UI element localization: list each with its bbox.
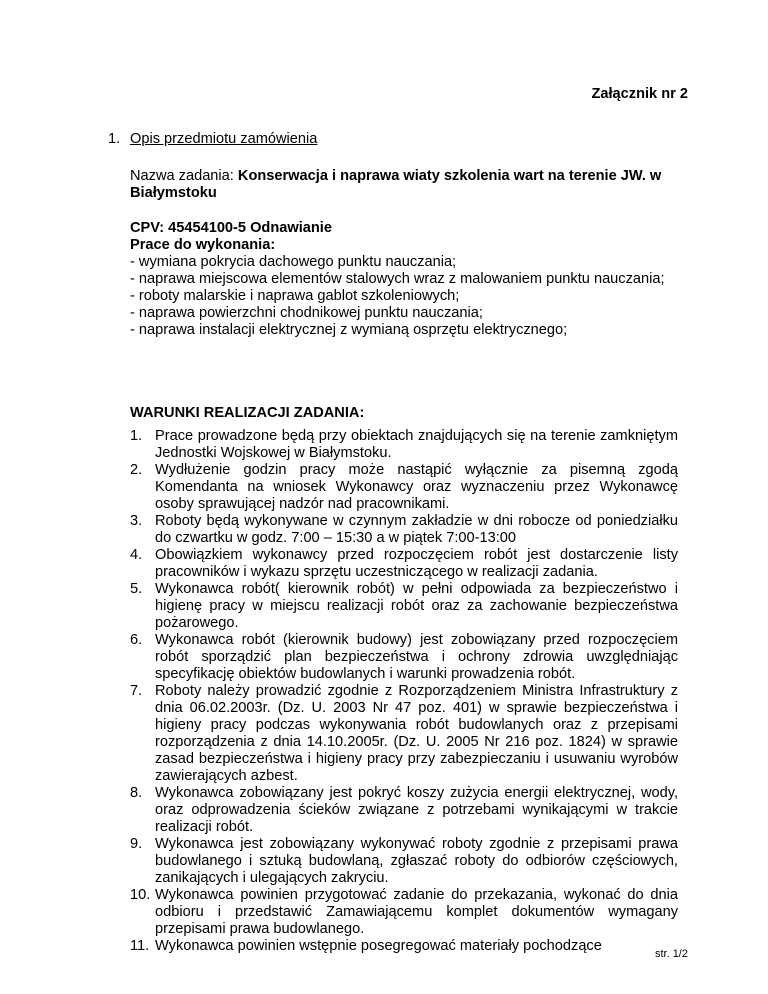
condition-number: 4. bbox=[130, 547, 143, 563]
condition-number: 3. bbox=[130, 513, 143, 529]
condition-text: Wykonawca robót (kierownik budowy) jest zobowiązany przed rozpoczęciem robót sporządzić plan bezpieczeństwa i ochrony zdrowia uwzględniając specyfikację obiektów budowlanych i warunki prowadzenia robót. bbox=[155, 632, 678, 682]
cpv-block bbox=[130, 220, 678, 254]
works-item: - naprawa powierzchni chodnikowej punktu nauczania; bbox=[130, 305, 483, 321]
page-number: str. 1/2 bbox=[654, 948, 688, 960]
works-title: Prace do wykonania: bbox=[130, 237, 276, 253]
section-heading bbox=[108, 131, 678, 148]
works-item: - naprawa instalacji elektrycznej z wymianą osprzętu elektrycznego; bbox=[130, 322, 568, 338]
section-title: Opis przedmiotu zamówienia bbox=[130, 131, 318, 147]
task-value: Konserwacja i naprawa wiaty szkolenia wart na terenie JW. w Białymstoku bbox=[130, 168, 662, 201]
condition-number: 5. bbox=[130, 581, 143, 597]
task-label: Nazwa zadania: bbox=[130, 168, 238, 184]
condition-item bbox=[130, 785, 678, 836]
condition-text: Wykonawca powinien przygotować zadanie do przekazania, wykonać do dnia odbioru i przedstawić Zamawiającemu komplet dokumentów wymagany przepisami prawa budowlanego. bbox=[155, 887, 678, 937]
condition-item bbox=[130, 836, 678, 887]
condition-number: 7. bbox=[130, 683, 143, 699]
cpv-code: CPV: 45454100-5 Odnawianie bbox=[130, 220, 332, 236]
condition-item bbox=[130, 462, 678, 513]
works-list bbox=[130, 254, 678, 339]
condition-number: 2. bbox=[130, 462, 143, 478]
condition-text: Wydłużenie godzin pracy może nastąpić wyłącznie za pisemną zgodą Komendanta na wniosek Wykonawcy oraz wyznaczeniu przez Wykonawcę osoby sprawującej nadzór nad pracownikami. bbox=[155, 462, 678, 512]
condition-text: Roboty należy prowadzić zgodnie z Rozporządzeniem Ministra Infrastruktury z dnia 06.02.2003r. (Dz. U. 2003 Nr 47 poz. 401) w sprawie bezpieczeństwa i higieny pracy podczas wykonywania robót budowlanych oraz z przepisami rozporządzenia z dnia 14.10.2005r. (Dz. U. 2005 Nr 216 poz. 1824) w sprawie zasad bezpieczeństwa i higieny pracy przy zabezpieczaniu i usuwaniu wyrobów zawierających azbest. bbox=[155, 683, 678, 784]
condition-item bbox=[130, 428, 678, 462]
annex-label: Załącznik nr 2 bbox=[591, 86, 688, 102]
condition-number: 8. bbox=[130, 785, 143, 801]
condition-number: 1. bbox=[130, 428, 143, 444]
condition-item bbox=[130, 887, 678, 938]
works-item: - naprawa miejscowa elementów stalowych wraz z malowaniem punktu nauczania; bbox=[130, 271, 665, 287]
section-number: 1. bbox=[108, 131, 121, 147]
condition-text: Wykonawca jest zobowiązany wykonywać roboty zgodnie z przepisami prawa budowlanego i sztuką budowlaną, zgłaszać roboty do odbiorów częściowych, zanikających i ulegających zakryciu. bbox=[155, 836, 678, 886]
condition-number: 10. bbox=[130, 887, 151, 903]
condition-number: 6. bbox=[130, 632, 143, 648]
condition-text: Prace prowadzone będą przy obiektach znajdujących się na terenie zamkniętym Jednostki Wojskowej w Białymstoku. bbox=[155, 428, 678, 461]
works-item: - roboty malarskie i naprawa gablot szkoleniowych; bbox=[130, 288, 460, 304]
condition-item bbox=[130, 632, 678, 683]
condition-text: Obowiązkiem wykonawcy przed rozpoczęciem robót jest dostarczenie listy pracowników i wykazu sprzętu uczestniczącego w realizacji zadania. bbox=[155, 547, 678, 580]
condition-item bbox=[130, 938, 678, 955]
condition-item bbox=[130, 547, 678, 581]
condition-text: Wykonawca powinien wstępnie posegregować materiały pochodzące bbox=[155, 938, 602, 954]
condition-item bbox=[130, 683, 678, 785]
condition-text: Wykonawca robót( kierownik robót) w pełni odpowiada za bezpieczeństwo i higienę pracy w miejscu realizacji robót oraz za zachowanie bezpieczeństwa pożarowego. bbox=[155, 581, 678, 631]
condition-text: Roboty będą wykonywane w czynnym zakładzie w dni robocze od poniedziałku do czwartku w godz. 7:00 – 15:30 a w piątek 7:00-13:00 bbox=[155, 513, 678, 546]
task-name bbox=[130, 168, 678, 202]
condition-number: 9. bbox=[130, 836, 143, 852]
condition-item bbox=[130, 581, 678, 632]
conditions-list bbox=[130, 428, 678, 955]
works-item: - wymiana pokrycia dachowego punktu nauczania; bbox=[130, 254, 457, 270]
condition-number: 11. bbox=[130, 938, 150, 954]
condition-text: Wykonawca zobowiązany jest pokryć koszy zużycia energii elektrycznej, wody, oraz odprowadzenia ścieków związane z potrzebami wynikającymi w trakcie realizacji robót. bbox=[155, 785, 678, 835]
condition-item bbox=[130, 513, 678, 547]
conditions-title: WARUNKI REALIZACJI ZADANIA: bbox=[130, 405, 365, 421]
